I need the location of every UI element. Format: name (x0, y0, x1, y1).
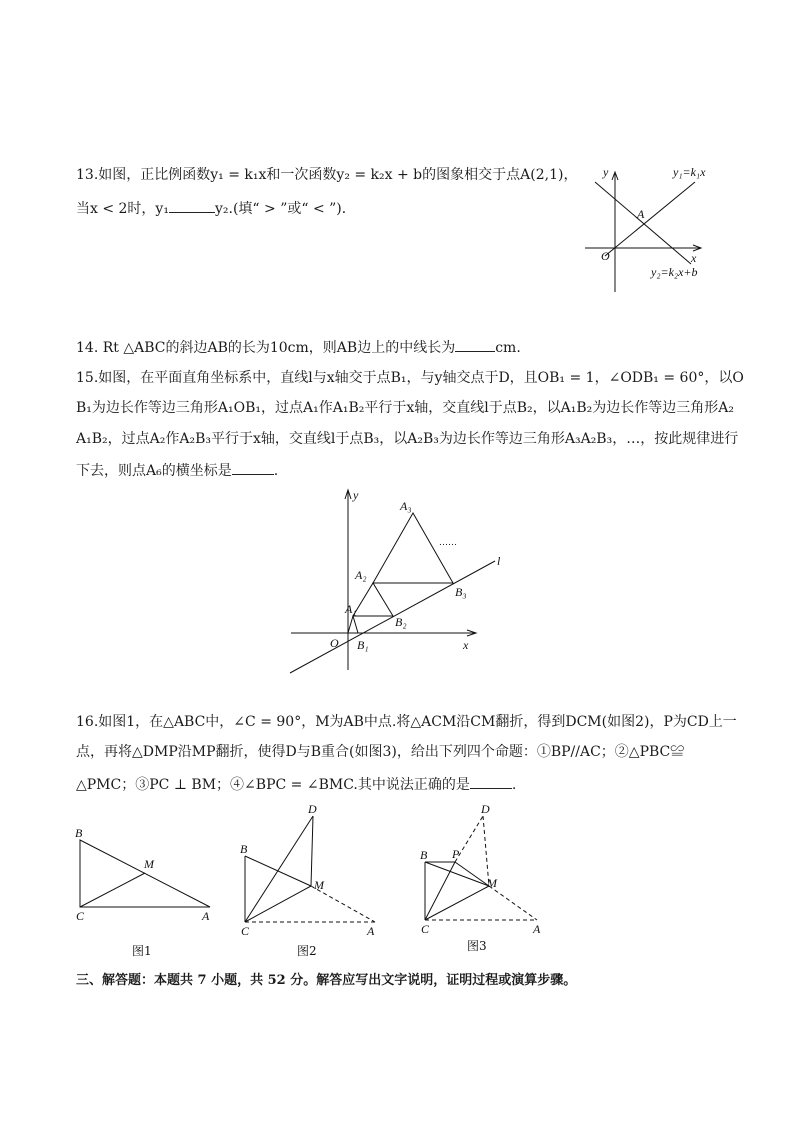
q15-line1: 15.如图，在平面直角坐标系中，直线l与x轴交于点B₁，与y轴交点于D，且OB₁ = 1，∠ODB₁ = 60°，以O (76, 370, 744, 386)
fig1-caption: 图1 (132, 944, 152, 958)
q14-line (76, 337, 521, 357)
q15-triangle-1 (348, 616, 358, 633)
q13-line2 (76, 198, 356, 218)
q13-line-y1 (605, 182, 695, 256)
q15-figure (285, 485, 515, 675)
q15-line4-end: . (273, 463, 279, 479)
fig2-label-C: C (241, 924, 250, 938)
q16-answer-blank[interactable] (470, 774, 512, 789)
q15-label-A1: A₁ (345, 602, 357, 616)
q15-line-l (290, 561, 495, 673)
fig2-caption: 图2 (297, 944, 317, 958)
q15-label-B1: B₁ (357, 638, 369, 652)
q13-line2-end: y₂.(填“ > ”或“ < ”)． (214, 201, 356, 217)
fig1-label-M: M (144, 857, 154, 871)
q14-answer-blank[interactable] (455, 337, 495, 352)
q15-label-B3: B₃ (455, 585, 467, 599)
fig3-label-M: M (487, 876, 497, 890)
fig3-label-D: D (481, 802, 490, 816)
q15-label-x: x (463, 638, 469, 652)
q15-label-A2: A₂ (355, 568, 367, 582)
q16-line3 (76, 774, 516, 794)
q13-line2-start: 当x < 2时，y₁ (76, 201, 169, 217)
q15-answer-blank[interactable] (232, 460, 274, 475)
q16-line1: 16.如图1，在△ABC中，∠C = 90°，M为AB中点.将△ACM沿CM翻折，得到DCM(如图2)，P为CD上一 (76, 714, 737, 730)
fig3-label-C: C (421, 922, 430, 936)
q16-figure-1 (70, 820, 220, 960)
section3-header: 三、解答题：本题共 7 小题，共 52 分。解答应写出文字说明，证明过程或演算步骤。 (76, 973, 577, 988)
q13-label-x: x (691, 251, 697, 265)
q16-figure-2 (235, 800, 385, 960)
fig2-label-A: A (367, 924, 375, 938)
q15-line4-start: 下去，则点A₆的横坐标是 (76, 463, 232, 479)
q13-label-O: O (601, 249, 610, 263)
q13-figure (575, 160, 735, 300)
q15-triangle-2 (353, 583, 393, 616)
q13-label-y: y (603, 165, 609, 179)
fig1-label-A: A (202, 909, 210, 923)
fig3-label-B: B (420, 848, 428, 862)
fig2-label-D: D (308, 802, 317, 816)
fig3-label-A: A (533, 922, 541, 936)
fig2-label-B: B (240, 842, 248, 856)
q16-line3-end: . (511, 777, 517, 793)
fig3-label-P: P (452, 847, 460, 861)
q13-label-A: A (637, 207, 645, 221)
q16-figure-3 (415, 800, 565, 960)
fig2-label-M: M (314, 878, 324, 892)
q15-line3: A₁B₂，过点A₂作A₂B₃平行于x轴，交直线l于点B₃，以A₂B₃为边长作等边三角形A₃A₂B₃，…，按此规律进行 (76, 431, 739, 447)
q13-answer-blank[interactable] (169, 198, 215, 213)
q15-label-l: l (497, 554, 501, 568)
q16-line2: 点，再将△DMP沿MP翻折，使得D与B重合(如图3)，给出下列四个命题：①BP//AC；②△PBC≌ (76, 744, 685, 760)
q15-line4 (76, 460, 278, 480)
q15-label-y: y (353, 488, 359, 502)
fig3-caption: 图3 (467, 939, 487, 953)
q13-label-y1: y₁=k₁x (673, 165, 706, 179)
q13-line1: 13.如图，正比例函数y₁ = k₁x和一次函数y₂ = k₂x + b的图象相交于点A(2,1)， (76, 167, 578, 183)
q15-label-A3: A₃ (400, 499, 412, 513)
fig1-label-C: C (76, 909, 85, 923)
q14-text-end: cm. (495, 340, 521, 356)
q13-label-y2: y₂=k₂x+b (651, 265, 698, 279)
q15-label-B2: B₂ (395, 615, 407, 629)
q15-label-O: O (330, 636, 339, 650)
q16-line3-start: △PMC；③PC ⊥ BM；④∠BPC = ∠BMC.其中说法正确的是 (76, 777, 470, 793)
q15-triangle-3 (373, 513, 453, 583)
q15-ellipsis: …… (439, 537, 457, 547)
q15-line2: B₁为边长作等边三角形A₁OB₁，过点A₁作A₁B₂平行于x轴，交直线l于点B₂，以A₁B₂为边长作等边三角形A₂ (76, 400, 734, 416)
fig1-label-B: B (75, 826, 83, 840)
q14-text-start: 14. Rt △ABC的斜边AB的长为10cm，则AB边上的中线长为 (76, 340, 456, 356)
